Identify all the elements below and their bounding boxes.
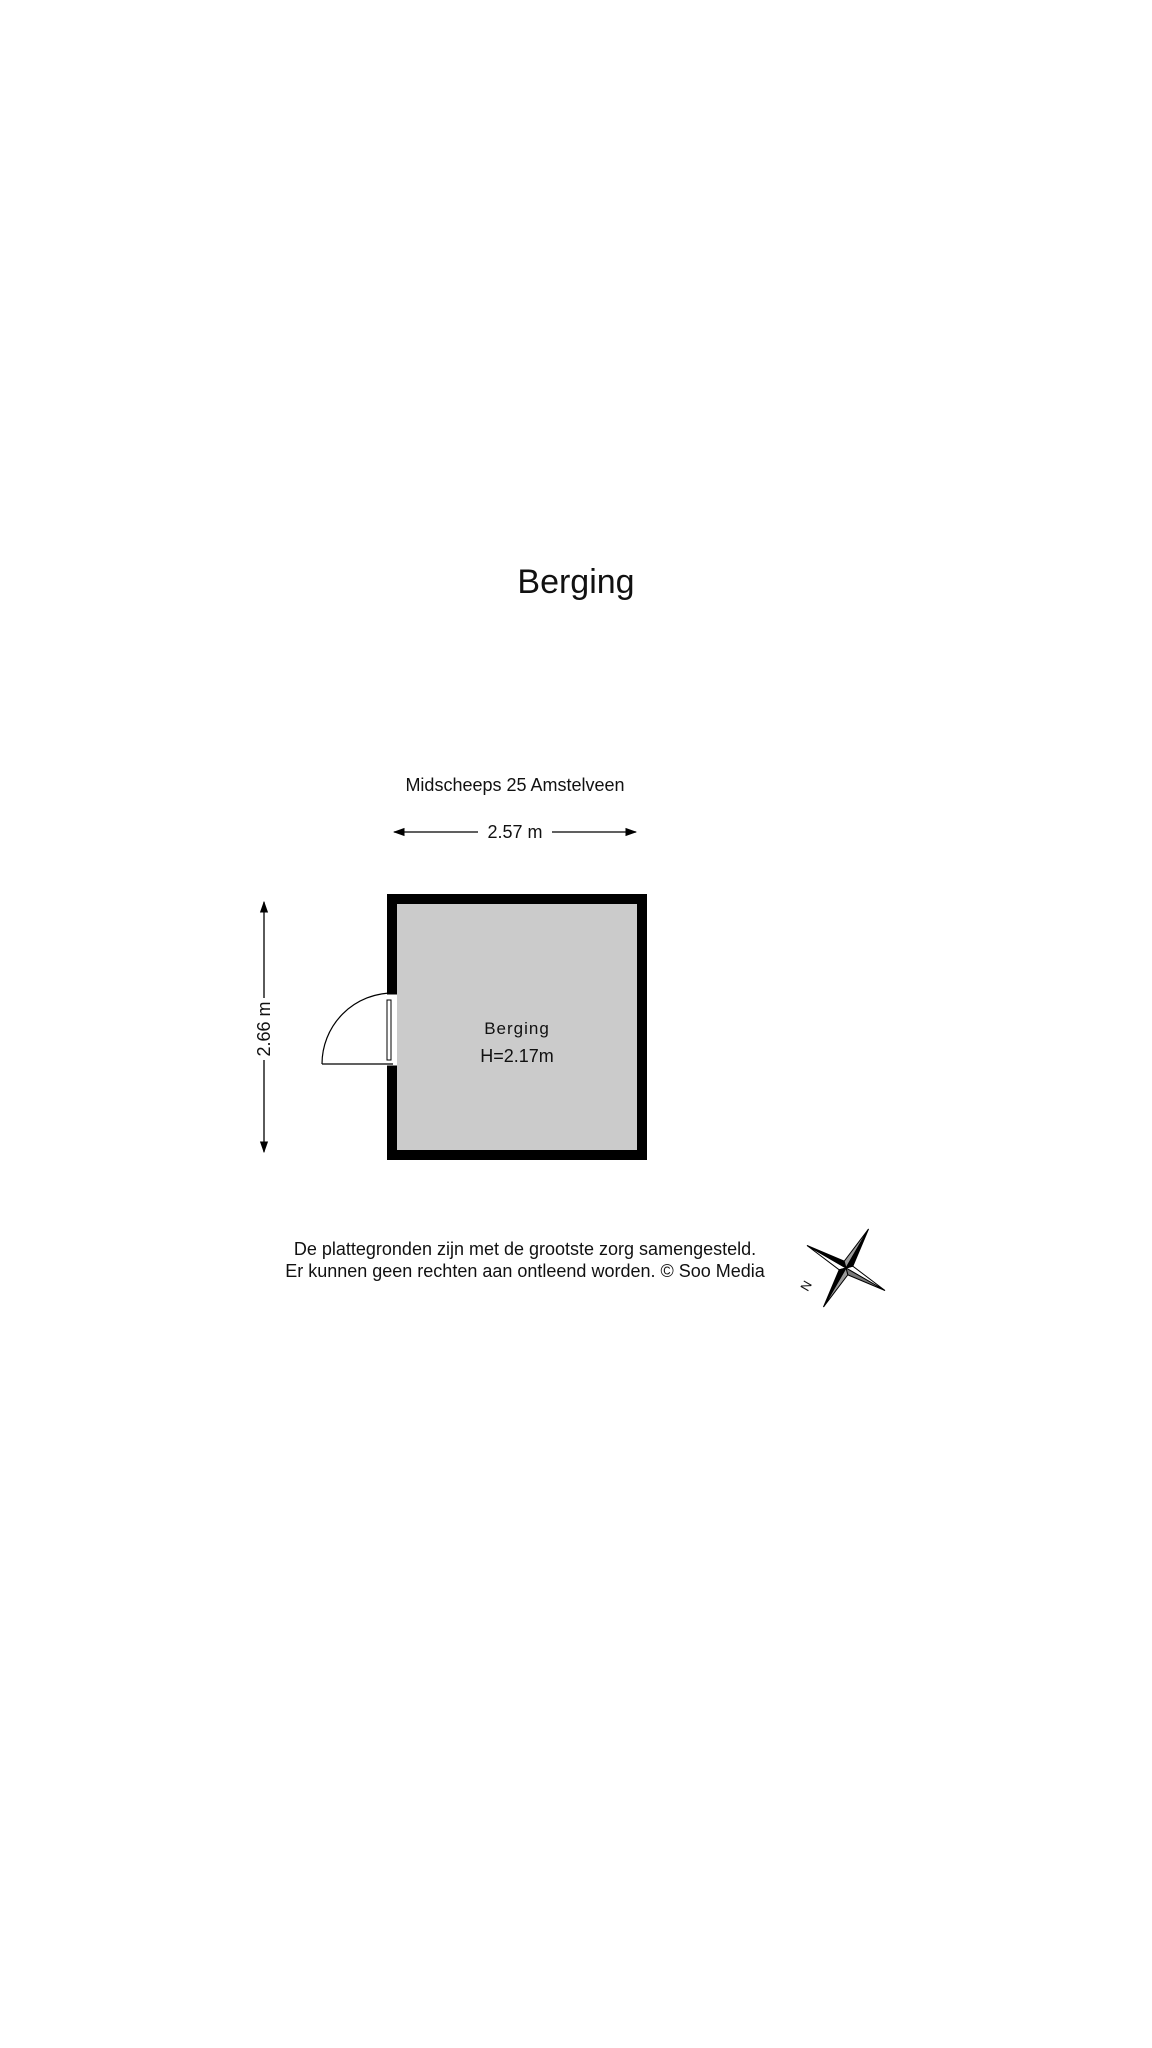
compass-point-e-bottom (846, 1229, 873, 1270)
width-dimension (394, 822, 636, 842)
disclaimer-line-1: De plattegronden zijn met de grootste zorg samengesteld. (293, 1239, 757, 1259)
compass-point-n-right (807, 1241, 848, 1268)
disclaimer (255, 1238, 795, 1282)
compass-north-label: N (797, 1277, 815, 1294)
room-name-label: Berging (484, 1019, 550, 1038)
room-berging (322, 894, 647, 1160)
door-frame (387, 1000, 391, 1060)
compass-point-w-top (819, 1266, 846, 1307)
width-dimension-label: 2.57 m (487, 822, 543, 842)
height-dimension-label: 2.66 m (254, 1001, 274, 1057)
page-title: Berging (517, 563, 635, 601)
address-label: Midscheeps 25 Amstelveen (405, 775, 625, 795)
height-dimension (254, 902, 274, 1152)
door-swing-arc (322, 993, 393, 1064)
disclaimer-line-2: Er kunnen geen rechten aan ontleend worden. © Soo Media (285, 1261, 765, 1281)
room-height-label: H=2.17m (480, 1046, 554, 1066)
compass-point-s-right (844, 1268, 885, 1295)
compass-rose-icon (785, 1207, 908, 1330)
